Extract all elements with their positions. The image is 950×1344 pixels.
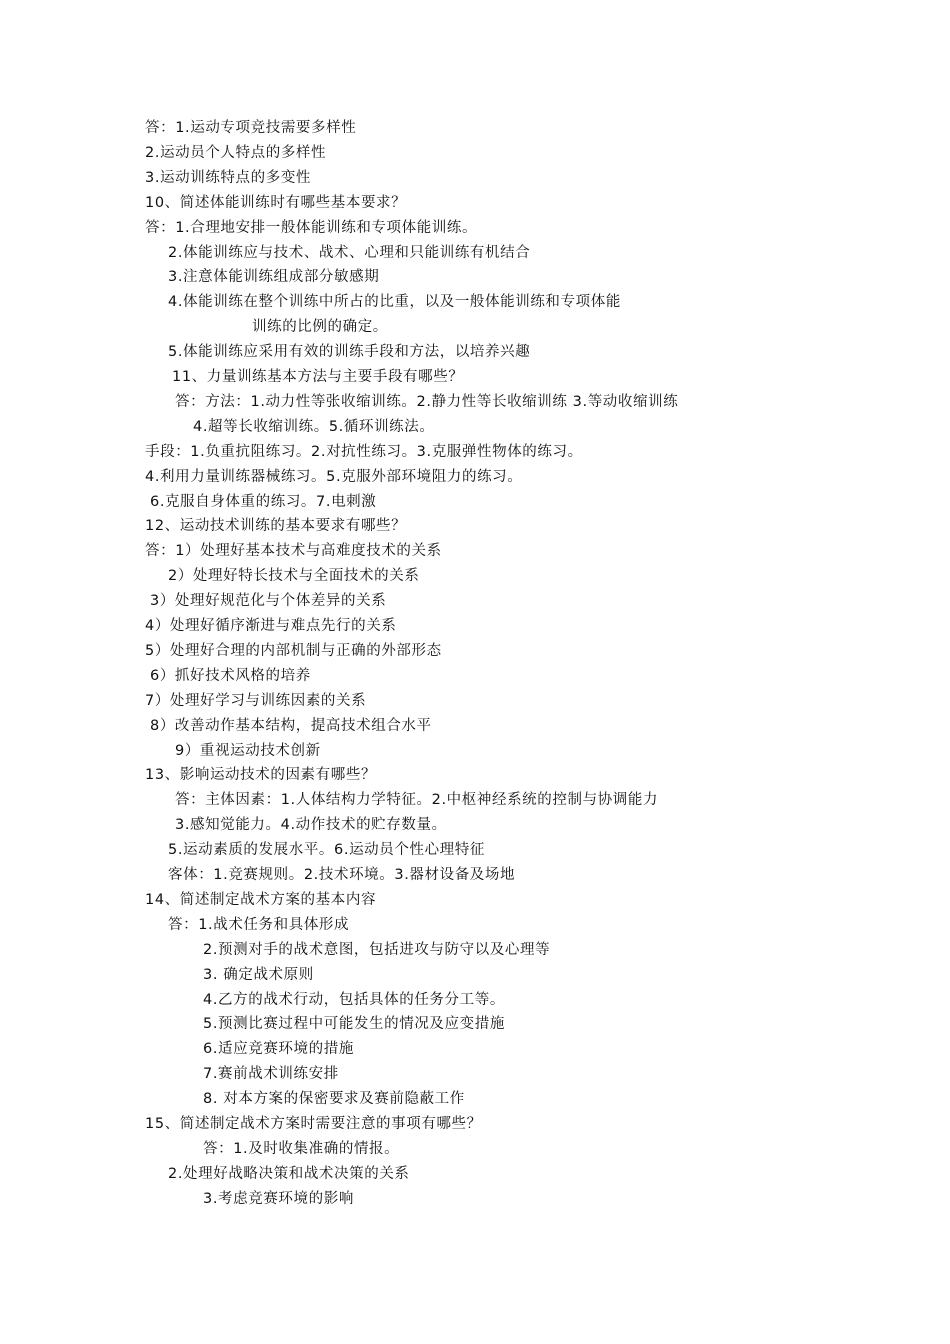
text-line: 5.预测比赛过程中可能发生的情况及应变措施 <box>203 1016 505 1033</box>
text-line: 6.适应竞赛环境的措施 <box>203 1041 354 1058</box>
text-line: 4.体能训练在整个训练中所占的比重，以及一般体能训练和专项体能 <box>168 294 621 311</box>
text-line: 4.乙方的战术行动，包括具体的任务分工等。 <box>203 991 505 1008</box>
text-line: 7）处理好学习与训练因素的关系 <box>145 692 367 709</box>
text-line: 3.考虑竞赛环境的影响 <box>203 1190 354 1207</box>
text-line: 答：1.合理地安排一般体能训练和专项体能训练。 <box>145 219 478 236</box>
text-line: 2.预测对手的战术意图，包括进攻与防守以及心理等 <box>203 941 551 958</box>
text-line: 4）处理好循序渐进与难点先行的关系 <box>145 618 397 634</box>
text-line: 7.赛前战术训练安排 <box>203 1066 339 1083</box>
text-line: 2.处理好战略决策和战术决策的关系 <box>168 1165 410 1182</box>
text-line: 答：1.运动专项竞技需要多样性 <box>145 120 357 136</box>
text-line: 2.体能训练应与技术、战术、心理和只能训练有机结合 <box>168 244 531 261</box>
text-line: 答：1.及时收集准确的情报。 <box>203 1140 400 1157</box>
text-line: 9）重视运动技术创新 <box>175 742 321 759</box>
text-line: 8. 对本方案的保密要求及赛前隐蔽工作 <box>203 1091 465 1108</box>
text-line: 10、简述体能训练时有哪些基本要求？ <box>145 194 407 211</box>
text-line: 5）处理好合理的内部机制与正确的外部形态 <box>145 642 442 659</box>
text-line: 5.运动素质的发展水平。6.运动员个性心理特征 <box>168 842 485 859</box>
text-line: 答：1.战术任务和具体形成 <box>168 916 350 933</box>
text-line: 答：主体因素：1.人体结构力学特征。2.中枢神经系统的控制与协调能力 <box>175 792 659 809</box>
text-line: 13、影响运动技术的因素有哪些？ <box>145 767 377 784</box>
text-line: 2）处理好特长技术与全面技术的关系 <box>168 568 420 585</box>
text-line: 5.体能训练应采用有效的训练手段和方法，以培养兴趣 <box>168 344 531 361</box>
text-line: 3. 确定战术原则 <box>203 966 314 983</box>
text-line: 3.运动训练特点的多变性 <box>145 169 312 186</box>
text-line: 答：1）处理好基本技术与高难度技术的关系 <box>145 543 442 560</box>
text-line: 3.注意体能训练组成部分敏感期 <box>168 269 380 286</box>
text-line: 14、简述制定战术方案的基本内容 <box>145 891 377 908</box>
text-line: 11、力量训练基本方法与主要手段有哪些？ <box>172 369 464 385</box>
text-line: 12、运动技术训练的基本要求有哪些？ <box>145 518 407 535</box>
text-line: 2.运动员个人特点的多样性 <box>145 144 327 161</box>
text-line: 手段：1.负重抗阻练习。2.对抗性练习。3.克服弹性物体的练习。 <box>145 443 583 460</box>
text-line: 6.克服自身体重的练习。7.电刺激 <box>150 493 377 510</box>
text-line: 4.利用力量训练器械练习。5.克服外部环境阻力的练习。 <box>145 468 523 485</box>
text-line: 答：方法：1.动力性等张收缩训练。2.静力性等长收缩训练 3.等动收缩训练 <box>175 393 679 410</box>
text-line: 4.超等长收缩训练。5.循环训练法。 <box>193 418 435 435</box>
text-line: 6）抓好技术风格的培养 <box>150 667 311 684</box>
text-line: 8）改善动作基本结构，提高技术组合水平 <box>150 717 432 734</box>
text-line: 3）处理好规范化与个体差异的关系 <box>150 593 387 610</box>
text-line: 客体：1.竞赛规则。2.技术环境。3.器材设备及场地 <box>168 867 516 883</box>
text-line: 训练的比例的确定。 <box>252 319 388 336</box>
text-line: 3.感知觉能力。4.动作技术的贮存数量。 <box>175 817 447 834</box>
text-line: 15、简述制定战术方案时需要注意的事项有哪些？ <box>145 1116 482 1132</box>
